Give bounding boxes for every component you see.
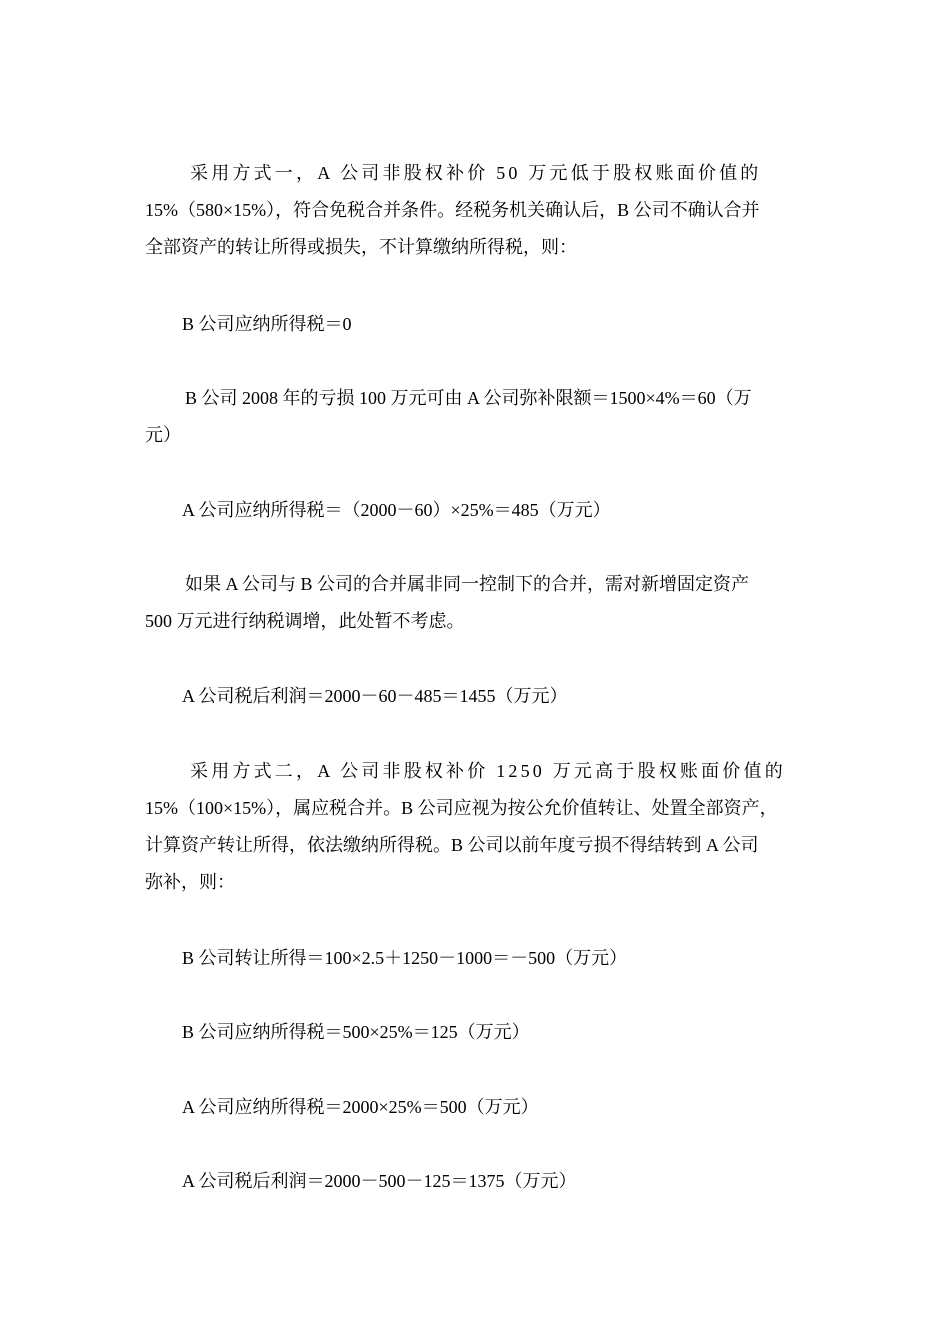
paragraph-b-tax-zero (145, 306, 805, 343)
text-line: 500 万元进行纳税调增，此处暂不考虑。 (145, 611, 465, 631)
text-line: 采用方式一，A 公司非股权补价 50 万元低于股权账面价值的 (190, 163, 762, 183)
paragraph-non-common-control (145, 566, 805, 640)
paragraph-a-tax (145, 492, 805, 529)
paragraph-method-two (145, 753, 805, 901)
text-line: A 公司应纳所得税＝2000×25%＝500（万元） (182, 1097, 539, 1117)
text-line: B 公司 2008 年的亏损 100 万元可由 A 公司弥补限额＝1500×4%＝60（万 (185, 388, 752, 408)
text-line: A 公司应纳所得税＝（2000－60）×25%＝485（万元） (182, 500, 611, 520)
text-line: 采用方式二，A 公司非股权补价 1250 万元高于股权账面价值的 (190, 761, 786, 781)
paragraph-b-tax (145, 1014, 805, 1051)
text-line: 15%（100×15%），属应税合并。B 公司应视为按公允价值转让、处置全部资产， (145, 798, 778, 818)
paragraph-b-transfer-income (145, 940, 805, 977)
text-line: 弥补，则： (145, 872, 235, 892)
paragraph-a-after-tax-profit (145, 678, 805, 715)
paragraph-a-after-tax-profit-two (145, 1163, 805, 1200)
text-line: 如果 A 公司与 B 公司的合并属非同一控制下的合并，需对新增固定资产 (185, 574, 750, 594)
text-line: B 公司转让所得＝100×2.5＋1250－1000＝－500（万元） (182, 948, 628, 968)
paragraph-a-tax-two (145, 1089, 805, 1126)
text-line: A 公司税后利润＝2000－60－485＝1455（万元） (182, 686, 568, 706)
text-line: 15%（580×15%），符合免税合并条件。经税务机关确认后，B 公司不确认合并 (145, 200, 760, 220)
text-line: 全部资产的转让所得或损失，不计算缴纳所得税，则： (145, 237, 577, 257)
text-line: A 公司税后利润＝2000－500－125＝1375（万元） (182, 1171, 577, 1191)
paragraph-loss-offset (145, 380, 805, 454)
text-line: B 公司应纳所得税＝0 (182, 314, 352, 334)
text-line: B 公司应纳所得税＝500×25%＝125（万元） (182, 1022, 530, 1042)
paragraph-method-one (145, 155, 805, 266)
text-line: 元） (145, 425, 181, 445)
text-line: 计算资产转让所得，依法缴纳所得税。B 公司以前年度亏损不得结转到 A 公司 (145, 835, 759, 855)
